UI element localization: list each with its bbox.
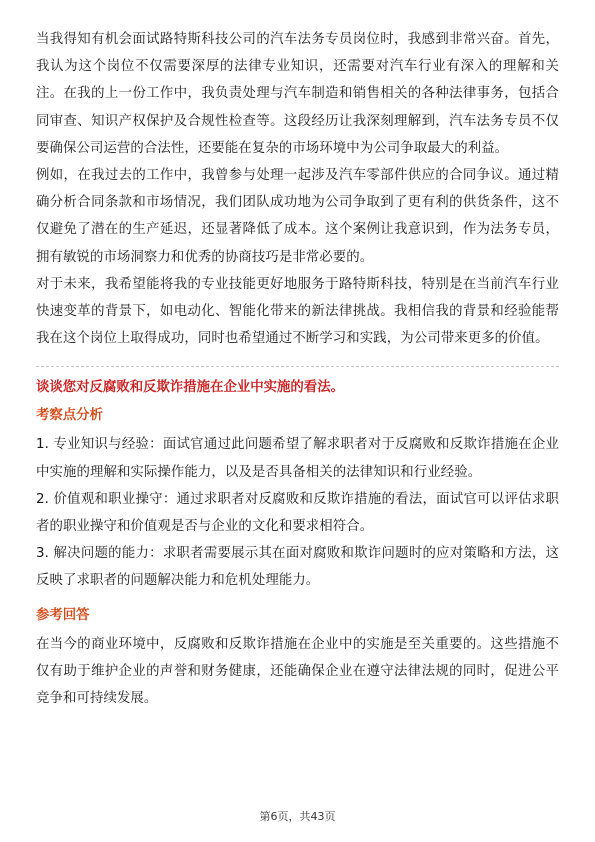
analysis-item-3: 3. 解决问题的能力：求职者需要展示其在面对腐败和欺诈问题时的应对策略和方法，这反映了求职者的问题解决能力和危机处理能力。 bbox=[36, 546, 559, 589]
page-footer: 第6页，共43页 bbox=[259, 810, 336, 823]
question-heading: 谈谈您对反腐败和反欺诈措施在企业中实施的看法。 bbox=[36, 380, 344, 396]
page-content bbox=[36, 26, 559, 712]
answer-title: 参考回答 bbox=[36, 607, 90, 623]
analysis-item-2: 2. 价值观和职业操守：通过求职者对反腐败和反欺诈措施的看法，面试官可以评估求职者的职业操守和价值观是否与企业的文化和要求相符合。 bbox=[36, 491, 559, 535]
intro-paragraph-2: 例如，在我过去的工作中，我曾参与处理一起涉及汽车零部件供应的合同争议。通过精确分析合同条款和市场情况，我们团队成功地为公司争取到了更有利的供货条件，这不仅避免了潜在的生产延迟，还显著降低了成本。这个案例让我意识到，作为法务专员，拥有敏锐的市场洞察力和优秀的协商技巧是非常必要的。 bbox=[36, 168, 559, 265]
section-divider bbox=[36, 366, 559, 367]
answer-paragraph-1: 在当今的商业环境中，反腐败和反欺诈措施在企业中的实施是至关重要的。这些措施不仅有助于维护企业的声誉和财务健康，还能确保企业在遵守法律法规的同时，促进公平竞争和可持续发展。 bbox=[36, 636, 559, 707]
analysis-item-1: 1. 专业知识与经验：面试官通过此问题希望了解求职者对于反腐败和反欺诈措施在企业中实施的理解和实际操作能力，以及是否具备相关的法律知识和行业经验。 bbox=[36, 437, 559, 480]
intro-paragraph-3: 对于未来，我希望能将我的专业技能更好地服务于路特斯科技，特别是在当前汽车行业快速变革的背景下，如电动化、智能化带来的新法律挑战。我相信我的背景和经验能帮我在这个岗位上取得成功，同时也希望通过不断学习和实践，为公司带来更多的价值。 bbox=[36, 276, 559, 347]
intro-paragraph-1: 当我得知有机会面试路特斯科技公司的汽车法务专员岗位时，我感到非常兴奋。首先，我认为这个岗位不仅需要深厚的法律专业知识，还需要对汽车行业有深入的理解和关注。在我的上一份工作中，我负责处理与汽车制造和销售相关的各种法律事务，包括合同审查、知识产权保护及合规性检查等。这段经历让我深刻理解到，汽车法务专员不仅要确保公司运营的合法性，还要能在复杂的市场环境中为公司争取最大的利益。 bbox=[36, 32, 559, 156]
analysis-title: 考察点分析 bbox=[36, 408, 103, 424]
